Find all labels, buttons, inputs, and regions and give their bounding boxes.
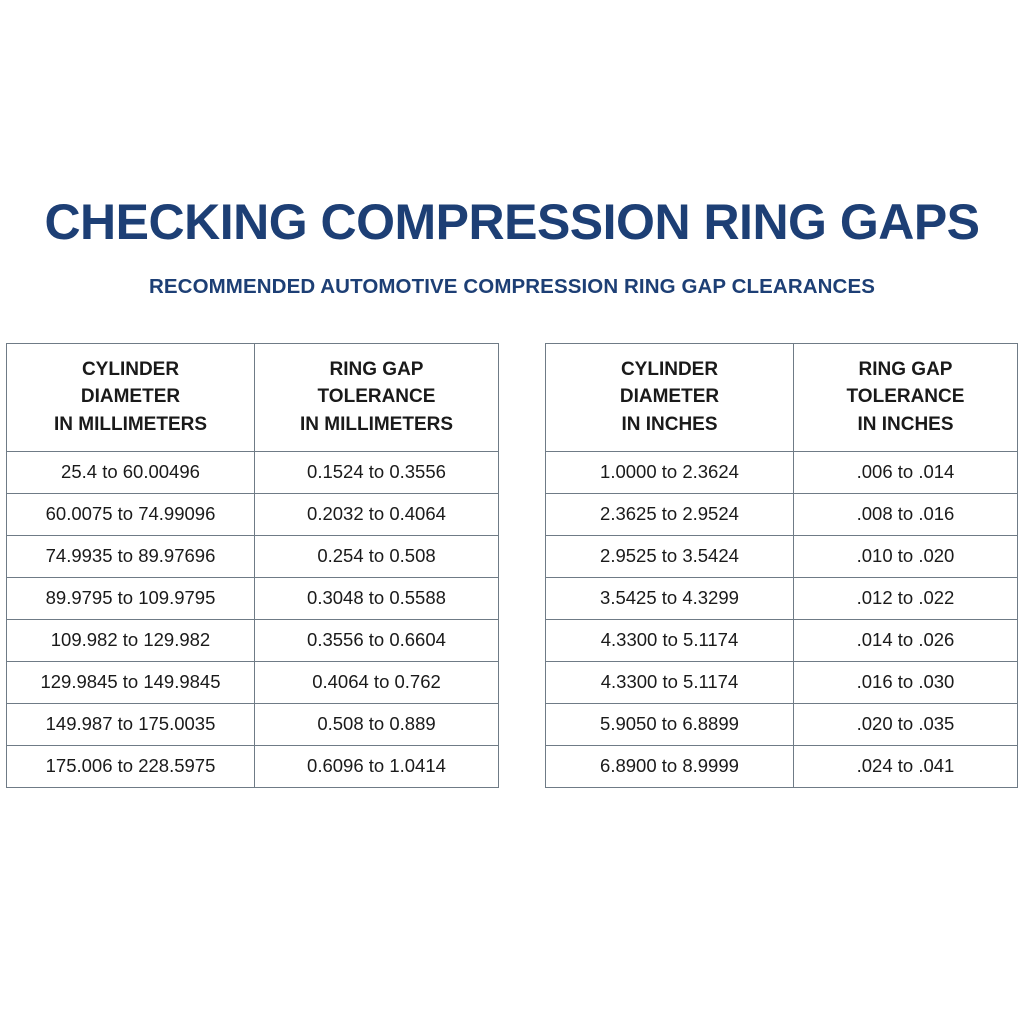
cell-ring-gap-tolerance: 0.6096 to 1.0414 bbox=[255, 746, 499, 788]
header-line-3: IN MILLIMETERS bbox=[53, 413, 208, 435]
cell-cylinder-diameter: 5.9050 to 6.8899 bbox=[546, 704, 794, 746]
cell-ring-gap-tolerance: 0.4064 to 0.762 bbox=[255, 662, 499, 704]
table-row bbox=[7, 452, 499, 494]
header-line-3: IN INCHES bbox=[621, 413, 718, 435]
header-line-3: IN MILLIMETERS bbox=[299, 413, 454, 435]
cell-ring-gap-tolerance: .006 to .014 bbox=[794, 452, 1018, 494]
cell-cylinder-diameter: 60.0075 to 74.99096 bbox=[7, 494, 255, 536]
table-row bbox=[546, 662, 1018, 704]
page-subtitle: RECOMMENDED AUTOMOTIVE COMPRESSION RING GAP CLEARANCES bbox=[149, 274, 875, 298]
header-line-1: CYLINDER bbox=[620, 358, 719, 380]
table-row bbox=[546, 746, 1018, 788]
header-line-1: CYLINDER bbox=[81, 358, 180, 380]
cell-cylinder-diameter: 6.8900 to 8.9999 bbox=[546, 746, 794, 788]
cell-ring-gap-tolerance: .010 to .020 bbox=[794, 536, 1018, 578]
cell-ring-gap-tolerance: 0.254 to 0.508 bbox=[255, 536, 499, 578]
header-line-1: RING GAP bbox=[858, 358, 953, 380]
metric-table bbox=[6, 343, 499, 789]
cell-ring-gap-tolerance: .012 to .022 bbox=[794, 578, 1018, 620]
cell-cylinder-diameter: 4.3300 to 5.1174 bbox=[546, 662, 794, 704]
header-line-3: IN INCHES bbox=[857, 413, 954, 435]
cell-ring-gap-tolerance: .016 to .030 bbox=[794, 662, 1018, 704]
cell-ring-gap-tolerance: 0.508 to 0.889 bbox=[255, 704, 499, 746]
table-row bbox=[7, 536, 499, 578]
cell-cylinder-diameter: 2.9525 to 3.5424 bbox=[546, 536, 794, 578]
table-row bbox=[546, 620, 1018, 662]
cell-ring-gap-tolerance: 0.3556 to 0.6604 bbox=[255, 620, 499, 662]
table-row bbox=[7, 704, 499, 746]
cell-cylinder-diameter: 4.3300 to 5.1174 bbox=[546, 620, 794, 662]
cell-cylinder-diameter: 74.9935 to 89.97696 bbox=[7, 536, 255, 578]
header-line-2: TOLERANCE bbox=[317, 386, 436, 408]
table-row bbox=[546, 494, 1018, 536]
table-row bbox=[7, 746, 499, 788]
table-row bbox=[546, 704, 1018, 746]
table-header-row bbox=[546, 343, 1018, 452]
tables-container bbox=[0, 343, 1024, 789]
cell-ring-gap-tolerance: 0.1524 to 0.3556 bbox=[255, 452, 499, 494]
table-row bbox=[546, 536, 1018, 578]
header-line-2: TOLERANCE bbox=[846, 386, 965, 408]
header-line-1: RING GAP bbox=[329, 358, 424, 380]
column-header-cylinder-diameter-mm bbox=[7, 343, 255, 452]
cell-ring-gap-tolerance: .020 to .035 bbox=[794, 704, 1018, 746]
cell-ring-gap-tolerance: 0.3048 to 0.5588 bbox=[255, 578, 499, 620]
imperial-table bbox=[545, 343, 1018, 789]
column-header-ring-gap-tolerance-mm bbox=[255, 343, 499, 452]
cell-cylinder-diameter: 2.3625 to 2.9524 bbox=[546, 494, 794, 536]
header-line-2: DIAMETER bbox=[619, 386, 720, 408]
column-header-cylinder-diameter-in bbox=[546, 343, 794, 452]
table-row bbox=[7, 620, 499, 662]
table-header-row bbox=[7, 343, 499, 452]
cell-ring-gap-tolerance: .024 to .041 bbox=[794, 746, 1018, 788]
cell-cylinder-diameter: 25.4 to 60.00496 bbox=[7, 452, 255, 494]
header-line-2: DIAMETER bbox=[80, 386, 181, 408]
cell-cylinder-diameter: 175.006 to 228.5975 bbox=[7, 746, 255, 788]
table-row bbox=[7, 494, 499, 536]
table-row bbox=[7, 578, 499, 620]
cell-cylinder-diameter: 149.987 to 175.0035 bbox=[7, 704, 255, 746]
cell-cylinder-diameter: 109.982 to 129.982 bbox=[7, 620, 255, 662]
cell-cylinder-diameter: 3.5425 to 4.3299 bbox=[546, 578, 794, 620]
cell-ring-gap-tolerance: 0.2032 to 0.4064 bbox=[255, 494, 499, 536]
table-row bbox=[546, 452, 1018, 494]
table-row bbox=[546, 578, 1018, 620]
cell-ring-gap-tolerance: .008 to .016 bbox=[794, 494, 1018, 536]
column-header-ring-gap-tolerance-in bbox=[794, 343, 1018, 452]
cell-cylinder-diameter: 1.0000 to 2.3624 bbox=[546, 452, 794, 494]
cell-cylinder-diameter: 129.9845 to 149.9845 bbox=[7, 662, 255, 704]
cell-ring-gap-tolerance: .014 to .026 bbox=[794, 620, 1018, 662]
table-row bbox=[7, 662, 499, 704]
page-title: CHECKING COMPRESSION RING GAPS bbox=[44, 194, 980, 250]
cell-cylinder-diameter: 89.9795 to 109.9795 bbox=[7, 578, 255, 620]
